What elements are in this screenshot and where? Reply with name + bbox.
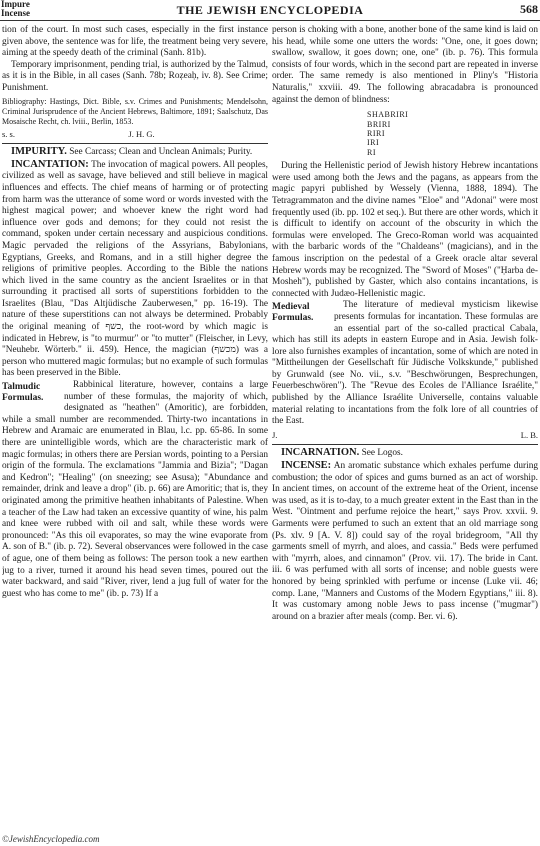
right-column <box>272 25 538 833</box>
entry-incense <box>272 460 538 623</box>
paragraph: person is choking with a bone, another bone of the same kind is laid on his head, while some one utters the words: "One, one, it goes down; swallow, swallow, it goes down; one, one" (ib. p. 76). This formula consists of four words, which in the second part are repeated in inverse order. The same remedy is also mentioned in Pliny's "Historia Naturalis," xxviii. 49. The following abracadabra is pronounced against the demon of blindness: <box>272 25 538 105</box>
charm-line: RI <box>367 147 376 157</box>
page-number: 568 <box>520 2 538 16</box>
entry-text: An aromatic substance which exhales perfume during combustion; the odor of spices and gums burned as an act of worship. In ancient times, on account of the extreme heat of the Orient, incense was used, as it is to-day, to a much greater extent in the East than in the West. "Ointment and perfume rejoice the heart," says Prov. xxvii. 9. Garments were perfumed to such an extent that an old marriage song (Ps. xlv. 9 [A. V. 8]) could say of the royal bridegroom, "All thy garments smell of myrrh, and aloes, and cassia." Beds were perfumed with "myrrh, aloes, and cinnamon" (Prov. vii. 17). The bride in Cant. iii. 6 was perfumed with all sorts of incense; and noble guests were honored by being sprinkled with perfume or incense (Luke vii. 46; comp. Lane, "Manners and Customs of the Modern Egyptians," iii. 8). It was customary among noble Jews to pass incense ("mugmar") around on a brazier after meals (comp. Ber. vi. 6). <box>272 461 538 622</box>
divider <box>2 143 268 144</box>
abracadabra-charm <box>367 110 538 157</box>
signature-line <box>272 430 538 442</box>
entry-text: Rabbinical literature, however, contains a large number of these formulas, the majority of which, designated as "heathen" (Amoritic), are forbidden, while a small number are recommended. Thirty-two incantations in Hebrew and Aramaic are enumerated in Blau, l.c. pp. 65-86. In some there are unintelligible words, which are the characteristic mark of magic formulas; in others there are Persian words, pointing to a Persian origin of the formula. The exclamations "Jammia and Bizia"; "Dagan and Kedron"; "Healing" (on sneezing; see Asusa); "Abundance and remainder, drink and leave a drop" (ib. p. 66) are Amoritic; that is, they originated among the primitive heathen inhabitants of Palestine. When a teacher of the Law had taken an excessive quantity of wine, his palm and knee were rubbed with oil and salt, while these words were pronounced: "As this oil evaporates, so may the wine evaporate from A. son of B." (ib. p. 72). Several observances were followed in the case of ague, one of them being as follows: The person took a new earthen jug to a river, turned it around his head seven times, poured out the water backward, and said "River, river, lend a jug full of water for the guest who has come to me" (ib. p. 73) If a <box>2 380 268 599</box>
left-column <box>2 25 268 833</box>
margin-note: Talmudic Formulas. <box>2 382 44 404</box>
paragraph <box>2 380 268 600</box>
charm-line: RIRI <box>367 128 385 138</box>
page-title: THE JEWISH ENCYCLOPEDIA <box>176 3 364 17</box>
charm-line: BRIRI <box>367 119 391 129</box>
charm-line: IRI <box>367 138 380 148</box>
margin-note: Medieval Formulas. <box>272 302 314 324</box>
entry-impurity <box>2 146 268 159</box>
entry-incarnation <box>272 447 538 460</box>
footer-watermark: ©JewishEncyclopedia.com <box>2 834 100 844</box>
entry-text: See Carcass; Clean and Unclean Animals; Purity. <box>66 147 253 158</box>
entry-incantation <box>2 159 268 380</box>
signature-line <box>2 129 268 141</box>
running-head-start: Impure <box>1 0 30 9</box>
headword: INCANTATION: <box>11 158 89 170</box>
entry-text: The invocation of magical powers. All peoples, civilized as well as savage, have believed and still believe in magical influences and effects. The chief means of harming or of protecting from harm was the utterance of some word or words invested with the highest magical power; and whoever knew the right word had influence over gods and demons; for they could not resist the command, spoken under certain necessary and auspicious conditions. Magic pervaded the religions of the Assyrians, Babylonians, Egyptians, Greeks, and Romans, and in a still higher degree the religions of primitive peoples. According to the Bible the nations which lived in the same country as the ancient Israelites or in that surrounding it practised all sorts of superstitions forbidden to the Israelites (Blau, "Das Altjüdische Zauberwesen," pp. 16-19). The nature of these superstitions can not always be determined. Probably the original meaning of כשף, the root-word by which magic is indicated in Hebrew, is "to murmur" or "to mutter" (Fleischer, in Levy, "Neuhebr. Wörterb." ii. 459). Hence, the magician (מכשף) was a person who muttered magic formulas; but no example of such formulas has been preserved in the Bible. <box>2 159 268 379</box>
signature-code: J. <box>272 429 278 440</box>
headword: INCENSE: <box>281 460 332 472</box>
charm-line: SHABRIRI <box>367 110 409 120</box>
entry-text: See Logos. <box>359 448 403 459</box>
paragraph: tion of the court. In most such cases, especially in the first instance given above, the sentence was for life, the treatment being very severe, aiming at the speedy death of the criminal (Sanh. 81b). <box>2 25 268 59</box>
headword: INCARNATION. <box>281 447 360 459</box>
signature-initials: J. H. G. <box>128 128 155 139</box>
signature-code: s. s. <box>2 128 15 139</box>
headword: IMPURITY. <box>11 146 67 158</box>
paragraph: Temporary imprisonment, pending trial, is authorized by the Talmud, as it is in the Bible, in all cases (Sanh. 78b; Roẓeaḥ, iv. 8). See Crime; Punishment. <box>2 59 268 93</box>
running-head-end: Incense <box>1 8 30 18</box>
bibliography: Bibliography: Hastings, Dict. Bible, s.v. Crimes and Punishments; Mendelsohn, Criminal Jurisprudence of the Ancient Hebrews, Baltimore, 1891; Saalschutz, Das Mosaische Recht, ch. lviii., Berlin, 1853. <box>2 96 268 126</box>
page-header <box>0 0 540 21</box>
paragraph <box>272 300 538 428</box>
divider <box>272 444 538 445</box>
paragraph: During the Hellenistic period of Jewish history Hebrew incantations were used among both the Jews and the pagans, as appears from the magic papyri published by Wessely (Vienna, 1888, 1894). The Tetragrammaton and the divine names "Eloe" and "Adonai" were most frequently used (ib. pp. 102 et seq.). But there are other words, which it is difficult to identify on account of the obscurity in which the formulas were enveloped. The Greco-Roman world was acquainted with the barbaric words of the "Chaldeans" (magicians), and in the famous inscription on the pedestal of a Greek oracle altar several Hebrew words may be recognized. The "Sword of Moses" ("Ḥarba de-Mosheh"), published by Gaster, which also contains incantations, is connected with Judæo-Hellenistic magic. <box>272 161 538 299</box>
entry-text: The literature of medieval mysticism likewise presents formulas for incantation. These formulas are an essential part of the so-called practical Cabala, which has still its adepts in eastern Europe and in Asia. Jewish folk-lore also furnishes examples of incantation, some of which are noted in "Mittheilungen der Gesellschaft für Jüdische Volkskunde," published by Grunwald (see No. vii., s.v. "Beschwörungen, Besprechungen, Feuerbeschwören"). The "Revue des Ecoles de l'Alliance Israélite," published by the Alliance Israélite Universelle, contains valuable material relating to incantations from the folk lore of all countries of the East. <box>272 300 538 427</box>
signature-initials: L. B. <box>520 429 538 440</box>
